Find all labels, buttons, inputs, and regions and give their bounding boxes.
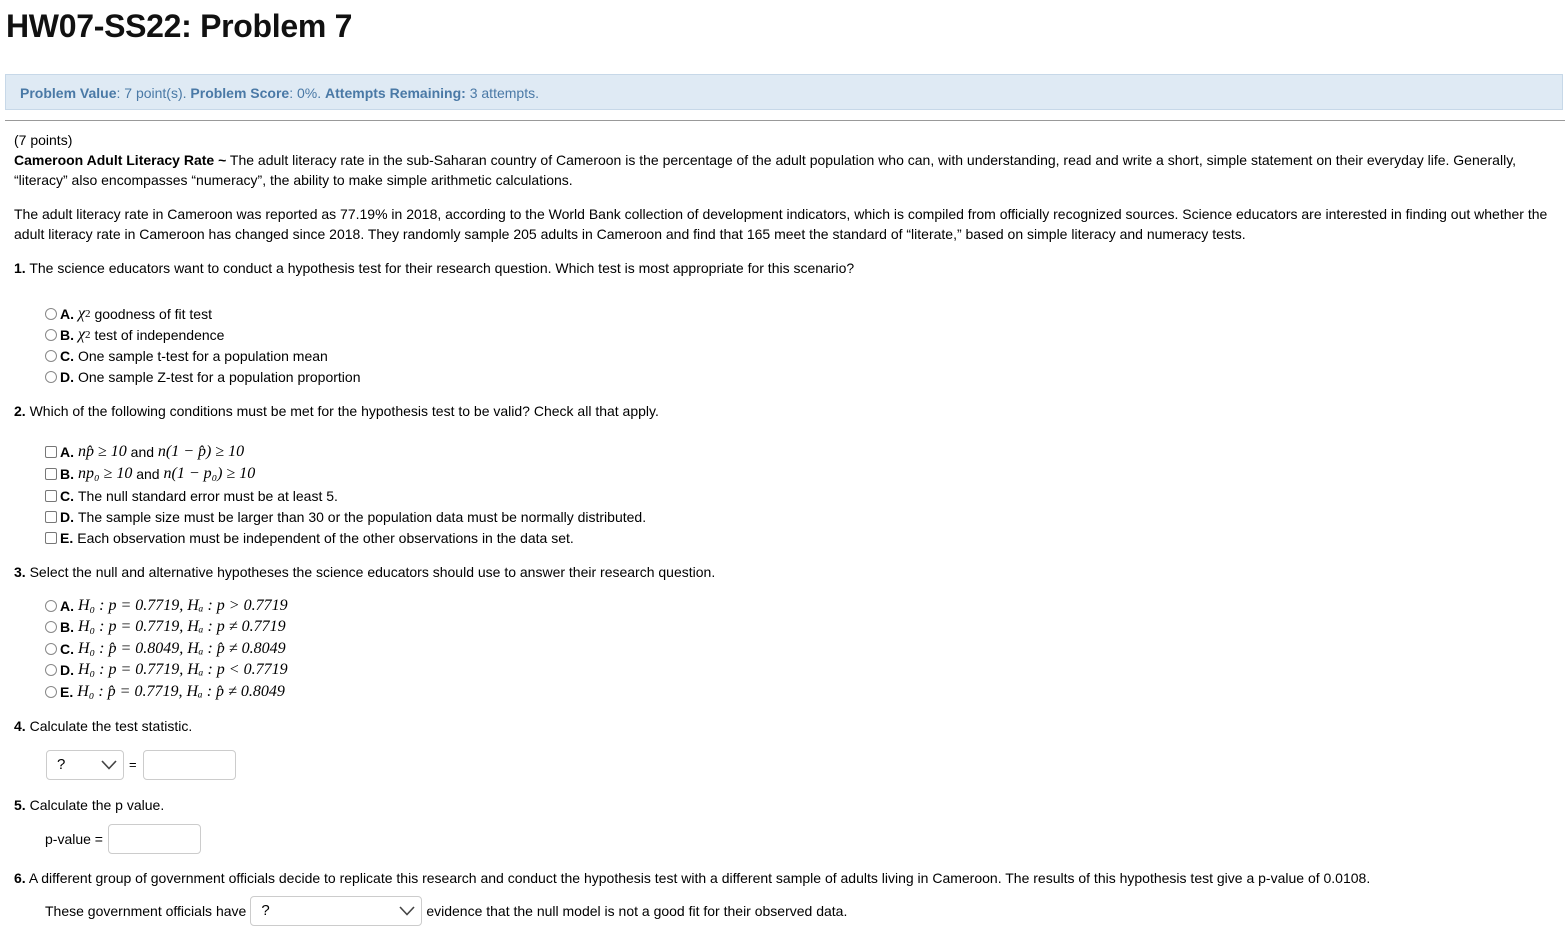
option-text: goodness of fit test: [94, 305, 212, 322]
problem-body: [14, 130, 1554, 926]
question-4-number: 4.: [14, 717, 26, 734]
q3-option-a-radio[interactable]: [45, 600, 57, 612]
option-text: The null standard error must be at least 5.: [78, 487, 338, 504]
question-2-text: Which of the following conditions must be met for the hypothesis test to be valid? Check all that apply.: [29, 403, 659, 419]
attempts-remaining-text: 3 attempts.: [469, 85, 539, 101]
q1-option-b-radio[interactable]: [45, 329, 57, 341]
math-expression: np₀ ≥ 10: [78, 465, 133, 482]
q6-answer-row: [45, 896, 1554, 926]
question-6-number: 6.: [14, 869, 26, 886]
math-expression: n(1 − p̂) ≥ 10: [157, 443, 245, 460]
superscript: 2: [85, 307, 91, 320]
q2-option-d[interactable]: [45, 506, 1554, 527]
q1-option-d-radio[interactable]: [45, 371, 57, 383]
question-1-number: 1.: [14, 260, 26, 276]
question-2: [14, 401, 1554, 421]
option-label: A.: [60, 305, 74, 322]
question-3: [14, 562, 1554, 582]
option-label: C.: [60, 487, 74, 504]
problem-value-label: Problem Value: [20, 85, 117, 101]
q2-option-a-checkbox[interactable]: [45, 446, 57, 458]
option-text: The sample size must be larger than 30 or the population data must be normally distributed.: [78, 508, 647, 525]
test-statistic-select[interactable]: [46, 750, 124, 780]
chevron-down-icon: [101, 760, 117, 770]
q1-option-b[interactable]: [45, 324, 1554, 345]
q2-option-e-checkbox[interactable]: [45, 532, 57, 544]
and-text: and: [130, 444, 155, 460]
option-label: C.: [60, 347, 74, 364]
option-text: test of independence: [94, 326, 225, 343]
problem-context: The adult literacy rate in Cameroon was reported as 77.19% in 2018, according to the World Bank collection of development indicators, which is compiled from officially recognized sources. Science educators are interested in finding out whether the adult literacy rate in Cameroon has changed since 2018. They randomly sample 205 adults in Cameroon and find that 165 meet the standard of “literate,” based on simple literacy and numeracy tests.: [14, 206, 1548, 242]
q2-option-b-checkbox[interactable]: [45, 468, 57, 480]
q3-option-e-radio[interactable]: [45, 686, 57, 698]
chi-symbol: χ: [78, 325, 86, 343]
and-text: and: [136, 466, 160, 482]
problem-score-text: : 0%.: [289, 85, 322, 101]
question-3-number: 3.: [14, 564, 26, 580]
question-4: [14, 716, 1554, 736]
q6-suffix: evidence that the null model is not a good fit for their observed data.: [426, 902, 848, 919]
hypothesis-expression: H₀ : p = 0.7719, Hₐ : p ≠ 0.7719: [78, 618, 286, 636]
select-value: ?: [57, 755, 66, 773]
q3-option-d-radio[interactable]: [45, 664, 57, 676]
option-label: B.: [60, 466, 74, 482]
superscript: 2: [85, 328, 91, 341]
question-1: [14, 258, 1554, 278]
q2-option-c[interactable]: [45, 485, 1554, 506]
q3-option-c-radio[interactable]: [45, 643, 57, 655]
option-text: Each observation must be independent of the other observations in the data set.: [77, 529, 574, 546]
option-label: B.: [60, 326, 74, 343]
q3-option-e[interactable]: [45, 681, 1554, 703]
q6-prefix: These government officials have: [45, 902, 247, 919]
q2-option-a[interactable]: [45, 441, 1554, 463]
divider: [5, 120, 1565, 121]
option-label: C.: [60, 640, 74, 657]
question-2-options: [45, 441, 1554, 548]
problem-score-label: Problem Score: [190, 85, 290, 101]
q1-option-d[interactable]: [45, 366, 1554, 387]
q3-option-b[interactable]: [45, 617, 1554, 639]
test-statistic-input[interactable]: [143, 750, 236, 780]
problem-topic: Cameroon Adult Literacy Rate ~: [14, 152, 227, 168]
q3-option-b-radio[interactable]: [45, 621, 57, 633]
question-3-options: [45, 595, 1554, 703]
question-2-number: 2.: [14, 403, 26, 419]
hypothesis-expression: H₀ : p̂ = 0.7719, Hₐ : p̂ ≠ 0.8049: [77, 682, 285, 700]
equals-sign: =: [129, 756, 137, 772]
question-6: [14, 868, 1554, 888]
question-5-number: 5.: [14, 796, 26, 813]
q1-option-c[interactable]: [45, 345, 1554, 366]
q2-option-d-checkbox[interactable]: [45, 511, 57, 523]
option-label: D.: [60, 508, 74, 525]
q1-option-c-radio[interactable]: [45, 350, 57, 362]
chi-symbol: χ: [78, 304, 86, 322]
problem-intro: [14, 150, 1554, 190]
q2-option-b[interactable]: [45, 463, 1554, 485]
option-label: E.: [60, 683, 74, 700]
option-label: E.: [60, 529, 74, 546]
option-text: One sample t-test for a population mean: [78, 347, 328, 364]
option-label: D.: [60, 368, 74, 385]
q2-option-e[interactable]: [45, 527, 1554, 548]
question-1-options: [45, 303, 1554, 387]
option-label: A.: [60, 444, 74, 460]
problem-value-text: : 7 point(s).: [116, 85, 187, 101]
attempts-remaining-label: Attempts Remaining:: [325, 85, 466, 101]
hypothesis-expression: H₀ : p = 0.7719, Hₐ : p < 0.7719: [78, 661, 288, 679]
evidence-select[interactable]: [250, 896, 422, 926]
problem-intro-text: The adult literacy rate in the sub-Saharan country of Cameroon is the percentage of the adult population who can, with understanding, read and write a short, simple statement on their everyday life. Generally, “literacy” also encompasses “numeracy”, the ability to make simple arithmetic calculations.: [14, 152, 1517, 188]
q4-answer-row: [46, 750, 1554, 780]
option-text: One sample Z-test for a population proportion: [78, 368, 361, 385]
select-value: ?: [261, 901, 270, 919]
math-expression: np̂ ≥ 10: [78, 443, 127, 460]
q3-option-d[interactable]: [45, 660, 1554, 682]
question-1-text: The science educators want to conduct a hypothesis test for their research question. Which test is most appropriate for this scenario?: [29, 260, 855, 276]
q1-option-a-radio[interactable]: [45, 308, 57, 320]
option-label: D.: [60, 662, 74, 679]
p-value-label: p-value =: [45, 830, 103, 847]
q2-option-c-checkbox[interactable]: [45, 490, 57, 502]
p-value-input[interactable]: [108, 824, 201, 854]
q1-option-a[interactable]: [45, 303, 1554, 324]
question-5-text: Calculate the p value.: [29, 796, 165, 813]
page-title: HW07-SS22: Problem 7: [6, 8, 353, 44]
option-label: B.: [60, 619, 74, 636]
hypothesis-expression: H₀ : p̂ = 0.8049, Hₐ : p̂ ≠ 0.8049: [78, 639, 286, 657]
question-3-text: Select the null and alternative hypotheses the science educators should use to answer their research question.: [29, 564, 716, 580]
q3-option-c[interactable]: [45, 638, 1554, 660]
chevron-down-icon: [399, 906, 415, 916]
math-expression: n(1 − p₀) ≥ 10: [163, 465, 256, 482]
q5-answer-row: [45, 824, 1554, 854]
hypothesis-expression: H₀ : p = 0.7719, Hₐ : p > 0.7719: [78, 596, 288, 614]
problem-points: (7 points): [14, 132, 73, 148]
question-5: [14, 795, 1554, 815]
question-4-text: Calculate the test statistic.: [29, 717, 193, 734]
q3-option-a[interactable]: [45, 595, 1554, 617]
option-label: A.: [60, 597, 74, 614]
problem-info-bar: [5, 74, 1563, 110]
question-6-text: A different group of government officials decide to replicate this research and conduct the hypothesis test with a different sample of adults living in Cameroon. The results of this hypothesis test give a p-value of 0.0108.: [28, 869, 1371, 886]
